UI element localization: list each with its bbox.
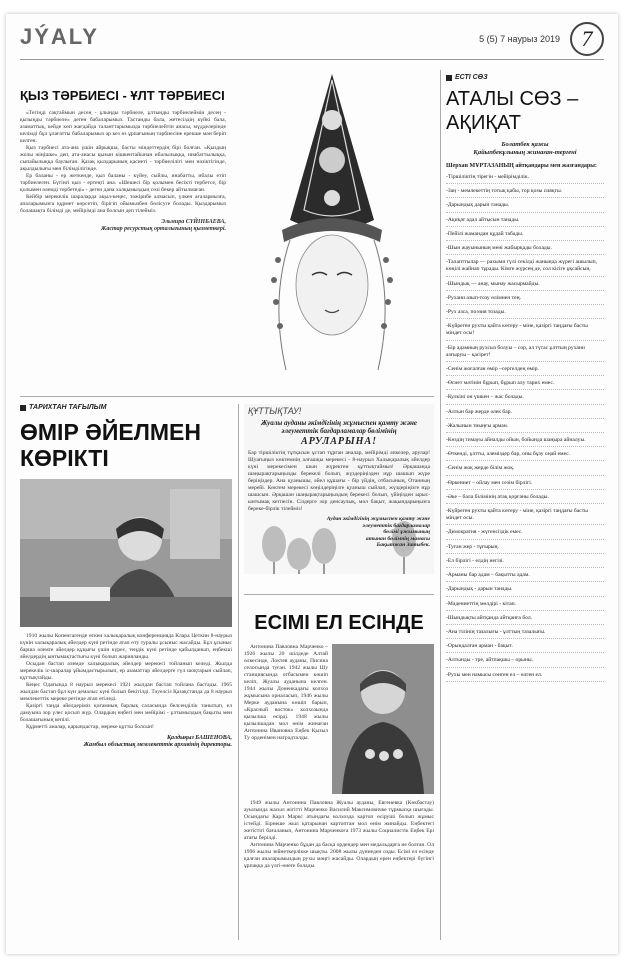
sidebar-subtitle-line: Болатбек қажы [501, 141, 549, 148]
portrait-photo [332, 644, 434, 794]
quote-item: -Дарындық дарын танады. [446, 202, 604, 212]
woman-at-desk-photo [20, 479, 232, 627]
congratulations-box [244, 404, 434, 574]
article1-title: ҚЫЗ ТӘРБИЕСІ - ҰЛТ ТӘРБИЕСІ [20, 88, 225, 103]
square-icon [20, 405, 26, 411]
congrats-content [244, 404, 434, 551]
article-girls-upbringing [20, 70, 434, 392]
divider [238, 404, 239, 940]
article2-signature-name: Қалдықыз БАШЕНОВА, [166, 735, 232, 741]
article1-signature-name: Эльмира СҮЙІНБАЕВА, [161, 219, 226, 225]
quote-item: -Дарындық - дарын танады. [446, 586, 604, 596]
sidebar-quotes [446, 70, 604, 940]
article3-col1 [244, 644, 328, 742]
article2-paragraph: Осыдан бастап әлемде халықаралық әйелдер мерекесі тойланып келеді. Жылда мерекелік іс-шаралар ұйымдастырылып, ер азаматтар әйелдерге гүл шоқтарын сыйлап, құттықтайды. [20, 661, 232, 681]
newspaper-page [6, 14, 618, 954]
article1-paragraph: Кейбір мерекелік шараларда ақыл-кеңес, тәжірибе алмасып, үлкен ағалармызға, апаларымызға құрмет көрсетіп, бірігіп ойымызбен бөлісуге болады. Қыздарымыз болашақта білімді де, мейірімді ана болсын деп тілейміз. [20, 194, 226, 214]
quote-item: -Ана тілінің тазалығы - ұлттың тазалығы. [446, 629, 604, 639]
sidebar-subtitle [446, 141, 604, 157]
quote-item: -Туған жер - тұғырың. [446, 544, 604, 554]
article2-title-line: ӨМІР ӘЙЕЛМЕН [20, 419, 201, 445]
quote-item: -Шын жауынының мені жабырқады болады. [446, 245, 604, 255]
quote-item: -Көздің тимауы айналды ойын, бойында шаңыра айналуы. [446, 437, 604, 447]
article2-paragraph: Құрметті аналар, қарындастар, мереке құтты болсын! [26, 724, 154, 730]
quote-item: -Пейілі жамандан құдай табады. [446, 231, 604, 241]
quote-item: -Бір адамның рухсыз болуы – сор, ал түтас ұлттың рухани азғыруы – қасірет! [446, 345, 604, 362]
congrats-signature-line: атынан бөлімнің мамасы [365, 535, 430, 542]
sidebar-title-line: АТАЛЫ СӨЗ – [446, 88, 579, 110]
article1-paragraph: Қыз тәрбиесі ата-ана үшін айрықша, басты міндеттердің бірі болған. «Қыздың жолы жіңішке» деп, ата-анасы қызын кішкентайынан ибалылыққа, инабаттылыққа, сыпайылыққа баулыған. Қазақ қыздарының қасиеті - тәрбиелілігі мен нәзіктігінде, ақылдылығы мен білімділігінде. [20, 145, 226, 172]
quote-item: -Жалынын тиыңғы арман. [446, 423, 604, 433]
quote-item: -Рухы мен намысы сөнген ел – өлген ел. [446, 672, 604, 682]
sidebar-kicker [446, 74, 604, 81]
quote-item: -Орындалған арман - бақыт. [446, 643, 604, 653]
article-memory [244, 604, 434, 944]
quote-item: -Әке – бала білімінің атақ қорғаны болады. [446, 494, 604, 504]
quote-item: -Рух азса, поэзия тозады. [446, 309, 604, 319]
square-icon [446, 75, 452, 81]
quote-item: -Ақиқат адал айтысын танады. [446, 217, 604, 227]
divider [20, 396, 434, 397]
divider [440, 70, 441, 940]
quote-item: -Сенім жоқ жерде білім жоқ. [446, 465, 604, 475]
issue-info: 5 (5) 7 наурыз 2019 [479, 34, 560, 44]
article3-col2 [244, 800, 434, 870]
quote-item: -Өткенді, ұлтты, әлеміздер бар, оны бұзу оңай емес. [446, 451, 604, 461]
page-number: 7 [570, 22, 604, 56]
quote-item: -Ел бірлігі - елдің негізі. [446, 558, 604, 568]
article2-signature [20, 735, 232, 749]
article2-body [20, 633, 232, 731]
article-history [20, 404, 232, 944]
sidebar-subtitle-line: Қайыпбекұлының жинаған-тергені [473, 149, 577, 156]
quote-item: -Арманы бар адам – бақытты адам. [446, 572, 604, 582]
article3-title: ЕСІМІ ЕЛ ЕСІНДЕ [254, 612, 424, 634]
article2-paragraph: 1910 жылы Копенгагенде өткен халықаралық конференцияда Клара Цеткин 8-наурыз күнін халықаралық әйелдер күні ретінде атап өту туралы ұсыныс жасайды. Бұл ұсыныс барша әлемге әйелдер құқығы үшін күрес, теңдік күні ретінде қабылданып, еңбекші әйелдердің ынтымақтастығы күні болып жарияланды. [20, 633, 232, 660]
sidebar-author: Шерхан МҰРТАЗАНЫҢ айтқандары мен жазғандары: [446, 163, 597, 169]
congrats-signature-line: бөлімі ұжымының [383, 529, 430, 535]
quote-item: -Талапттылар — рахыми гүлі секілді жанында жүрегі ашылып, көңілі жайнап тұрады. Кімге жүрсең де, сол кісіге ұқсайсың. [446, 259, 604, 276]
article3-paragraph: 1949 жылы Антонина Павловна Жуалы ауданы, Евгеневка (Көкбастау) ауылында жасыл жігітті Марченко Василий Максимовичке тұрмысқа шығады. Осындағы Карл Маркс атындағы колхозда картоп өсіруші болып жұмыс істейді. Бірнеше жыл қатарынан картоптан мол өнім жинайды. Еңбектегі жетістігі бағаланып, Антонина Марченкоға 1973 жылы Социалистік Еңбек Ері атағы берілді. [244, 800, 434, 841]
quote-item: -Күйреген рухты қайта көтеру - міне, қазіргі таңдағы басты міндет осы! [446, 323, 604, 340]
article2-signature-role: Жамбыл облыстық мемлекеттік архивінің директоры. [83, 742, 232, 748]
article2-title [20, 419, 232, 471]
quote-item: -Сенім жоғалған өмір –сергелдең өмір. [446, 366, 604, 376]
article1-paragraph: «Тегіңді сақтаймын десең - ұлыңды тәрбиеле, ұлтыңды тәрбиелеймін десең - қызыңды тәрбиеле» деген бабаларымыз. Тастанды бала, жетесіздің күйкі бала, азаматтық, кейде көп жағдайда таланттарымызда тәрбиелейтін анасы, мүдделерінде келімді бұл ұлағатты бабаларымыз әр кез өз ұрпағының тәрбиесіне ерекше мән беріп келген. [20, 110, 226, 144]
article2-kicker-label: ТАРИХТАН ТАҒЫЛЫМ [29, 404, 107, 411]
quote-item: -Алтынды - тре, айтпақшы – орыны. [446, 657, 604, 667]
congrats-heading: Жуалы ауданы әкімдігінің жұмыспен қамту және әлеуметтік бағдарламалар бөлімінің [260, 419, 418, 435]
quote-item: -Шындық — анау, мынау жасырмайды. [446, 281, 604, 291]
congrats-signature-line: Аудан әкімдігінің жұмыспен қамту және [326, 516, 430, 522]
article1-body [20, 110, 226, 233]
quote-item: -Кулкіні он үшкен – жас болады. [446, 394, 604, 404]
sidebar-kicker-label: ЕСТІ СӨЗ [455, 74, 488, 81]
divider [244, 594, 434, 595]
page-header [20, 22, 604, 60]
quote-item: -Тіршіліктің тірегін - мейірімділік. [446, 174, 604, 184]
quote-item: -Рухани азып-тозу өлімнен тең. [446, 295, 604, 305]
article2-paragraph: Қазіргі таңда әйелдеріміз қоғамның барлық саласында белсенділік танытып, ел дамуына зор үлес қосып жүр. Олардың еңбегі мен мейірімі - ұлтымыздың бақыты мен болашағының кепілі. [20, 703, 232, 723]
quote-item: -Шындықты айтқанда айтқанға бол. [446, 615, 604, 625]
article2-kicker [20, 404, 232, 411]
sidebar-title [446, 87, 604, 135]
congrats-body: Бар тіршіліктің тұтқасын ұстап тұрған аналар, мейірімді әпкелер, арулар! Шуағыңыз көктемнің алғашқы мерекесі - 8-наурыз Халықаралық әйелдер күні мерекесімен шын жүректен құттықтаймыз! Әрқашанда шаңырақтарыңызды берекелі болып, жүздеріңізден нұр шашып жүре беріңіздер. Ана қуанышы, әйел құшағы - бір үйдің, отбасының, Отанның мерейі. Көктем мерекесі көңілдеріңізге қуаныш сыйлап, жүздеріңізге нұр шашсын. Әрқашан шаңырақтарыңыздың берекесі болып, үйіңізден ырыс-ынтымақ кетпесін. Сіздерге зор денсаулық, мол бақыт, жақындарыңызға береке-бірлік тілейміз! [248, 450, 430, 512]
article2-paragraph: Кеңес Одағында 8 наурыз мерекесі 1921 жылдан бастап тойлана бастады. 1965 жылдан бастап бұл күн демалыс күні болып бекітілді. Тәуелсіз Қазақстанда да 8 наурыз мемлекеттік мереке ретінде атап өтіледі. [20, 682, 232, 702]
quote-item: -Демократия - жүгенсіздік емес. [446, 529, 604, 539]
congrats-signature-line: әлеуметтік бағдарламалар [362, 522, 430, 529]
congrats-kicker: ҚҰТТЫҚТАУ! [248, 406, 302, 416]
sidebar-title-line: АҚИҚАТ [446, 112, 522, 134]
congrats-signature [248, 516, 430, 549]
quote-item: -Күйреген рухты қайта көтеру - міне, қазіргі таңдағы басты міндет осы. [446, 508, 604, 525]
quote-item: -Өсиет мәтінін бұрып, бұрып алу тарих емес. [446, 380, 604, 390]
quotes-list [446, 174, 604, 682]
article2-title-line: КӨРІКТІ [20, 445, 109, 471]
quote-item: -Мәдениеттің мөлдірі - кітап. [446, 601, 604, 611]
quote-item: -Заң - мемлекеттің тотық қабы, тор қозы сияқты. [446, 188, 604, 198]
article1-signature-role: Жастар ресурстық орталығының қызметкері. [100, 226, 226, 232]
quote-item: -Өркениет – ойлау мен сезім бірлігі. [446, 480, 604, 490]
quote-item: -Алтын бар жерде әлек бар. [446, 409, 604, 419]
congrats-signature-line: Бақытжан Затыбек. [376, 542, 430, 548]
article1-paragraph: Ер баланы - ер жеткенде, қыз баланы - күйеу, сыйлы, инабатты, ибалы етіп тәрбиелеген. Бүгінгі қыз - ертеңгі ана. «Шешесі бір қолымен бесікті тербетсе, бір қолымен әлемді тербетеді» - деген дана халқымыздың сөзі бекер айтылмаған. [20, 173, 226, 193]
article3-paragraph: Антонина Марченко бұдан да басқа ордендер мен медальдарға ие болған. Ол 1996 жылы зейнеткерлікке шықты. 2008 жылы дүниеден озды. Есімі ел есінде қалған аналарымыздың рухы мәңгі жасайды. Олардың ерен еңбектері бүгінгі ұрпаққа да үлгі-өнеге болады. [244, 842, 434, 869]
congrats-name: АРУЛАРЫНА! [300, 436, 378, 447]
newspaper-logo: JÝALY [20, 24, 99, 49]
article3-paragraph: Антонина Павловна Марченко – 1926 жылы 20 шілдеде Алтай өлкесінде, Локтев ауданы, Писина селосында туған. 1942 жылы Шу станциясында отбасымен көшіп келіп, Жуалы ауданына келген. 1944 жылы Доненкадағы колхоз жұмысына орналасып, 1946 жылы Мерке ауданына көшіп барып, «Красный восток» колхозында қызылша өсірді. 1948 жылы қызылшадан мол өнім жинаған Антонина Ивановна Еңбек Қызыл Ту орденімен наградталды. [244, 644, 328, 741]
article1-signature [20, 219, 226, 233]
saukele-woman-illustration [230, 70, 434, 380]
